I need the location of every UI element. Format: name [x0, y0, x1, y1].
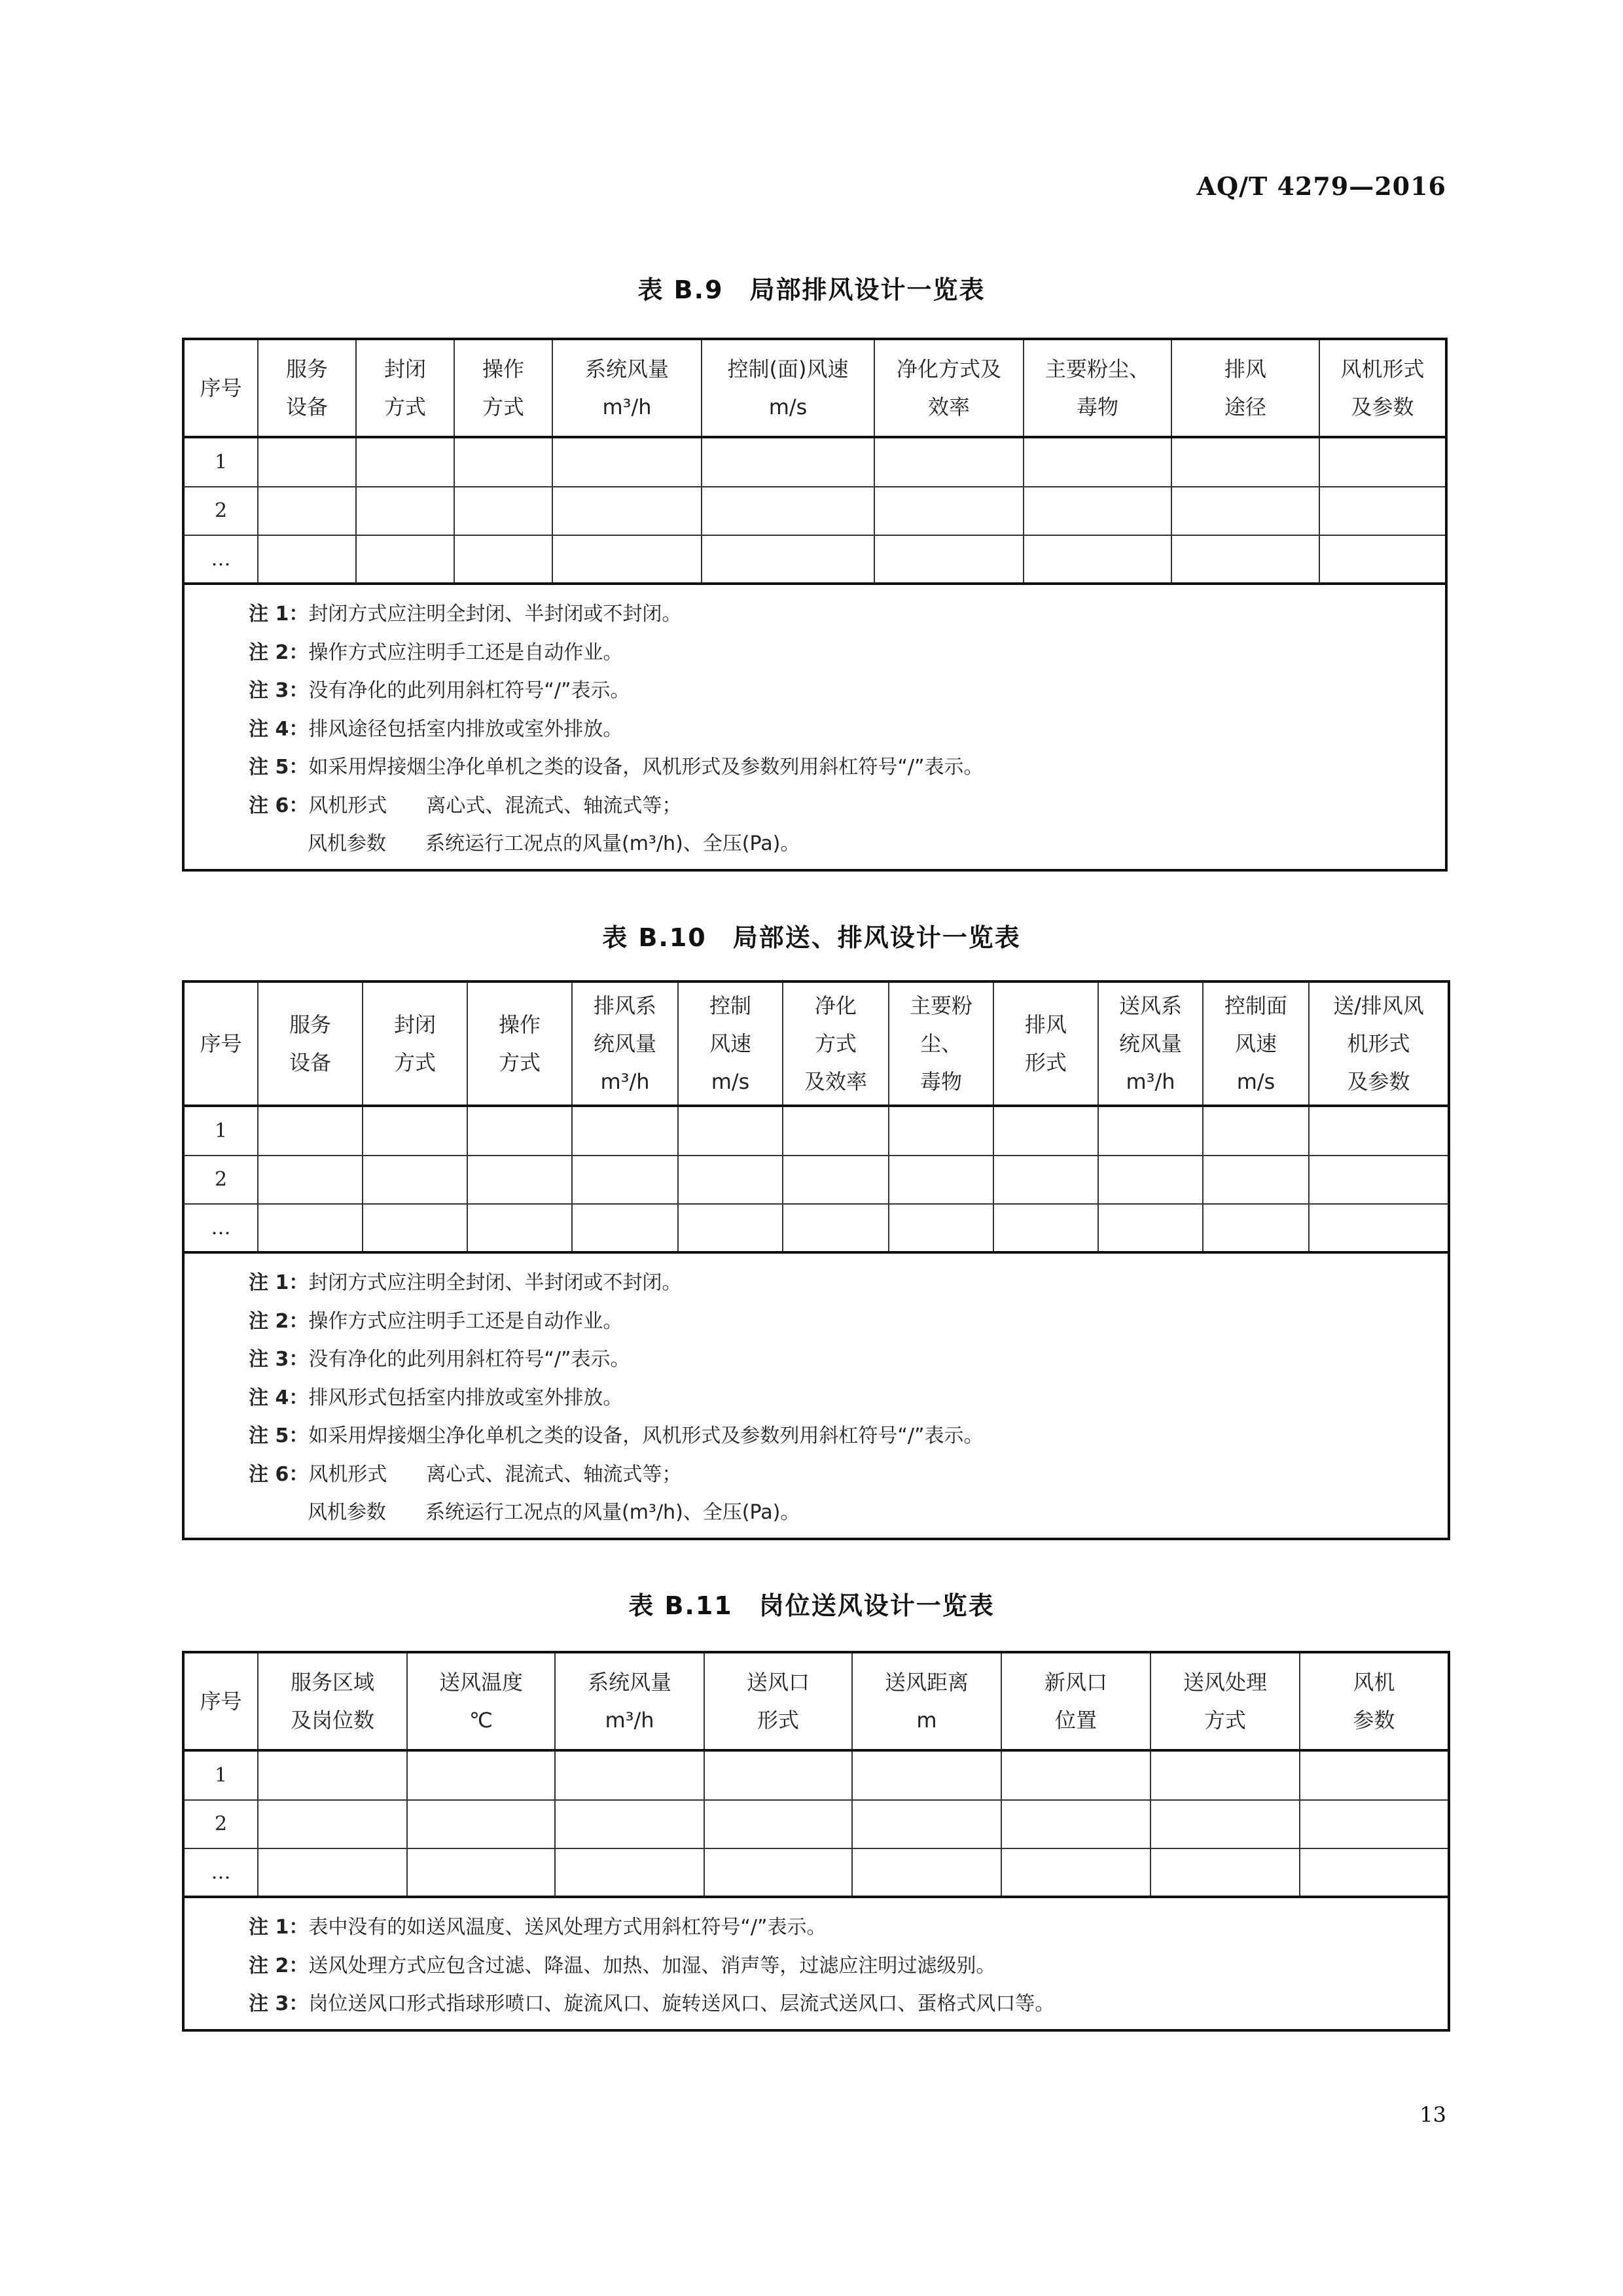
- note: 注 4：排风途径包括室内排放或室外排放。: [249, 717, 623, 741]
- table-b9-col-header: 服务 设备: [258, 339, 356, 437]
- table-b10-col-header: 送/排风风 机形式 及参数: [1309, 981, 1449, 1106]
- table-b10-col-header: 送风系 统风量 m³/h: [1098, 981, 1203, 1106]
- table-b10-col-header: 封闭 方式: [363, 981, 467, 1106]
- note: 注 5：如采用焊接烟尘净化单机之类的设备，风机形式及参数列用斜杠符号“/”表示。: [249, 756, 984, 779]
- note: 注 6：风机形式 离心式、混流式、轴流式等；: [249, 794, 682, 817]
- table-b11-title: 表 B.11 岗位送风设计一览表: [628, 1591, 995, 1620]
- note: 注 1：封闭方式应注明全封闭、半封闭或不封闭。: [249, 603, 682, 626]
- table-b11-col-header: 送风距离 m: [852, 1652, 1001, 1750]
- table-b11-col-header: 送风处理 方式: [1150, 1652, 1300, 1750]
- table-b9-col-header: 系统风量 m³/h: [552, 339, 702, 437]
- table-notes-row: [183, 584, 1446, 870]
- table-b10-notes: [183, 1252, 1449, 1539]
- table-b9-col-header: 控制(面)风速 m/s: [702, 339, 874, 437]
- table-row: [183, 1750, 1449, 1800]
- table-b11-col-header: 送风口 形式: [704, 1652, 852, 1750]
- table-b11-col-header: 序号: [183, 1652, 258, 1750]
- table-b11-col-header: 风机 参数: [1300, 1652, 1449, 1750]
- note: 风机参数 系统运行工况点的风量(m³/h)、全压(Pa)。: [249, 1501, 800, 1524]
- row-number: 1: [183, 1106, 258, 1156]
- table-row: [183, 437, 1446, 487]
- table-b10-col-header: 序号: [183, 981, 258, 1106]
- table-b9-col-header: 排风 途径: [1171, 339, 1319, 437]
- row-number: 1: [183, 437, 258, 487]
- table-b9-title: 表 B.9 局部排风设计一览表: [637, 275, 986, 304]
- page-number: 13: [1419, 2102, 1446, 2127]
- table-b11-notes: [183, 1897, 1449, 2030]
- table-b10-col-header: 操作 方式: [467, 981, 572, 1106]
- row-number: …: [183, 535, 258, 584]
- note: 注 4：排风形式包括室内排放或室外排放。: [249, 1386, 623, 1409]
- table-b10-col-header: 控制 风速 m/s: [678, 981, 783, 1106]
- note: 注 5：如采用焊接烟尘净化单机之类的设备，风机形式及参数列用斜杠符号“/”表示。: [249, 1424, 984, 1447]
- table-b11-col-header: 新风口 位置: [1001, 1652, 1150, 1750]
- table-row: [183, 1156, 1449, 1204]
- row-number: 2: [183, 1800, 258, 1848]
- note: 注 3：没有净化的此列用斜杠符号“/”表示。: [249, 1348, 630, 1371]
- table-b10: [182, 980, 1450, 1540]
- table-b11-header-row: [183, 1652, 1449, 1750]
- table-b10-col-header: 控制面 风速 m/s: [1203, 981, 1309, 1106]
- table-row: [183, 1204, 1449, 1252]
- table-notes-row: [183, 1897, 1449, 2030]
- table-b9-col-header: 净化方式及 效率: [874, 339, 1024, 437]
- table-b9-notes: [183, 584, 1446, 870]
- table-b10-title: 表 B.10 局部送、排风设计一览表: [602, 923, 1021, 952]
- table-b10-col-header: 主要粉 尘、 毒物: [889, 981, 993, 1106]
- note: 注 1：表中没有的如送风温度、送风处理方式用斜杠符号“/”表示。: [249, 1916, 827, 1939]
- table-b9-col-header: 封闭 方式: [356, 339, 454, 437]
- note: 注 6：风机形式 离心式、混流式、轴流式等；: [249, 1462, 682, 1486]
- note: 注 1：封闭方式应注明全封闭、半封闭或不封闭。: [249, 1271, 682, 1294]
- table-b10-header-row: [183, 981, 1449, 1106]
- table-row: [183, 1106, 1449, 1156]
- row-number: 2: [183, 487, 258, 535]
- table-b11-col-header: 服务区域 及岗位数: [258, 1652, 407, 1750]
- table-b9-col-header: 风机形式 及参数: [1319, 339, 1446, 437]
- note: 注 2：送风处理方式应包含过滤、降温、加热、加湿、消声等，过滤应注明过滤级别。: [249, 1954, 996, 1977]
- standard-code: AQ/T 4279—2016: [1196, 171, 1446, 201]
- table-b11-col-header: 系统风量 m³/h: [555, 1652, 704, 1750]
- note: 注 3：没有净化的此列用斜杠符号“/”表示。: [249, 679, 630, 702]
- table-b10-col-header: 净化 方式 及效率: [783, 981, 889, 1106]
- table-b9-header-row: [183, 339, 1446, 437]
- note: 注 2：操作方式应注明手工还是自动作业。: [249, 641, 623, 664]
- table-row: [183, 1800, 1449, 1848]
- note: 风机参数 系统运行工况点的风量(m³/h)、全压(Pa)。: [249, 832, 800, 855]
- row-number: …: [183, 1204, 258, 1252]
- table-b9: [182, 338, 1448, 872]
- note: 注 2：操作方式应注明手工还是自动作业。: [249, 1309, 623, 1333]
- table-b9-col-header: 主要粉尘、 毒物: [1024, 339, 1171, 437]
- table-b11: [182, 1651, 1450, 2032]
- table-b9-col-header: 操作 方式: [454, 339, 552, 437]
- table-row: [183, 487, 1446, 535]
- table-b10-col-header: 排风系 统风量 m³/h: [572, 981, 678, 1106]
- table-b11-col-header: 送风温度 ℃: [407, 1652, 555, 1750]
- table-b10-col-header: 排风 形式: [993, 981, 1098, 1106]
- table-notes-row: [183, 1252, 1449, 1539]
- row-number: 1: [183, 1750, 258, 1800]
- table-b9-col-header: 序号: [183, 339, 258, 437]
- note: 注 3：岗位送风口形式指球形喷口、旋流风口、旋转送风口、层流式送风口、蛋格式风口等。: [249, 1992, 1055, 2015]
- row-number: …: [183, 1848, 258, 1897]
- table-b10-col-header: 服务 设备: [258, 981, 363, 1106]
- table-row: [183, 1848, 1449, 1897]
- table-row: [183, 535, 1446, 584]
- row-number: 2: [183, 1156, 258, 1204]
